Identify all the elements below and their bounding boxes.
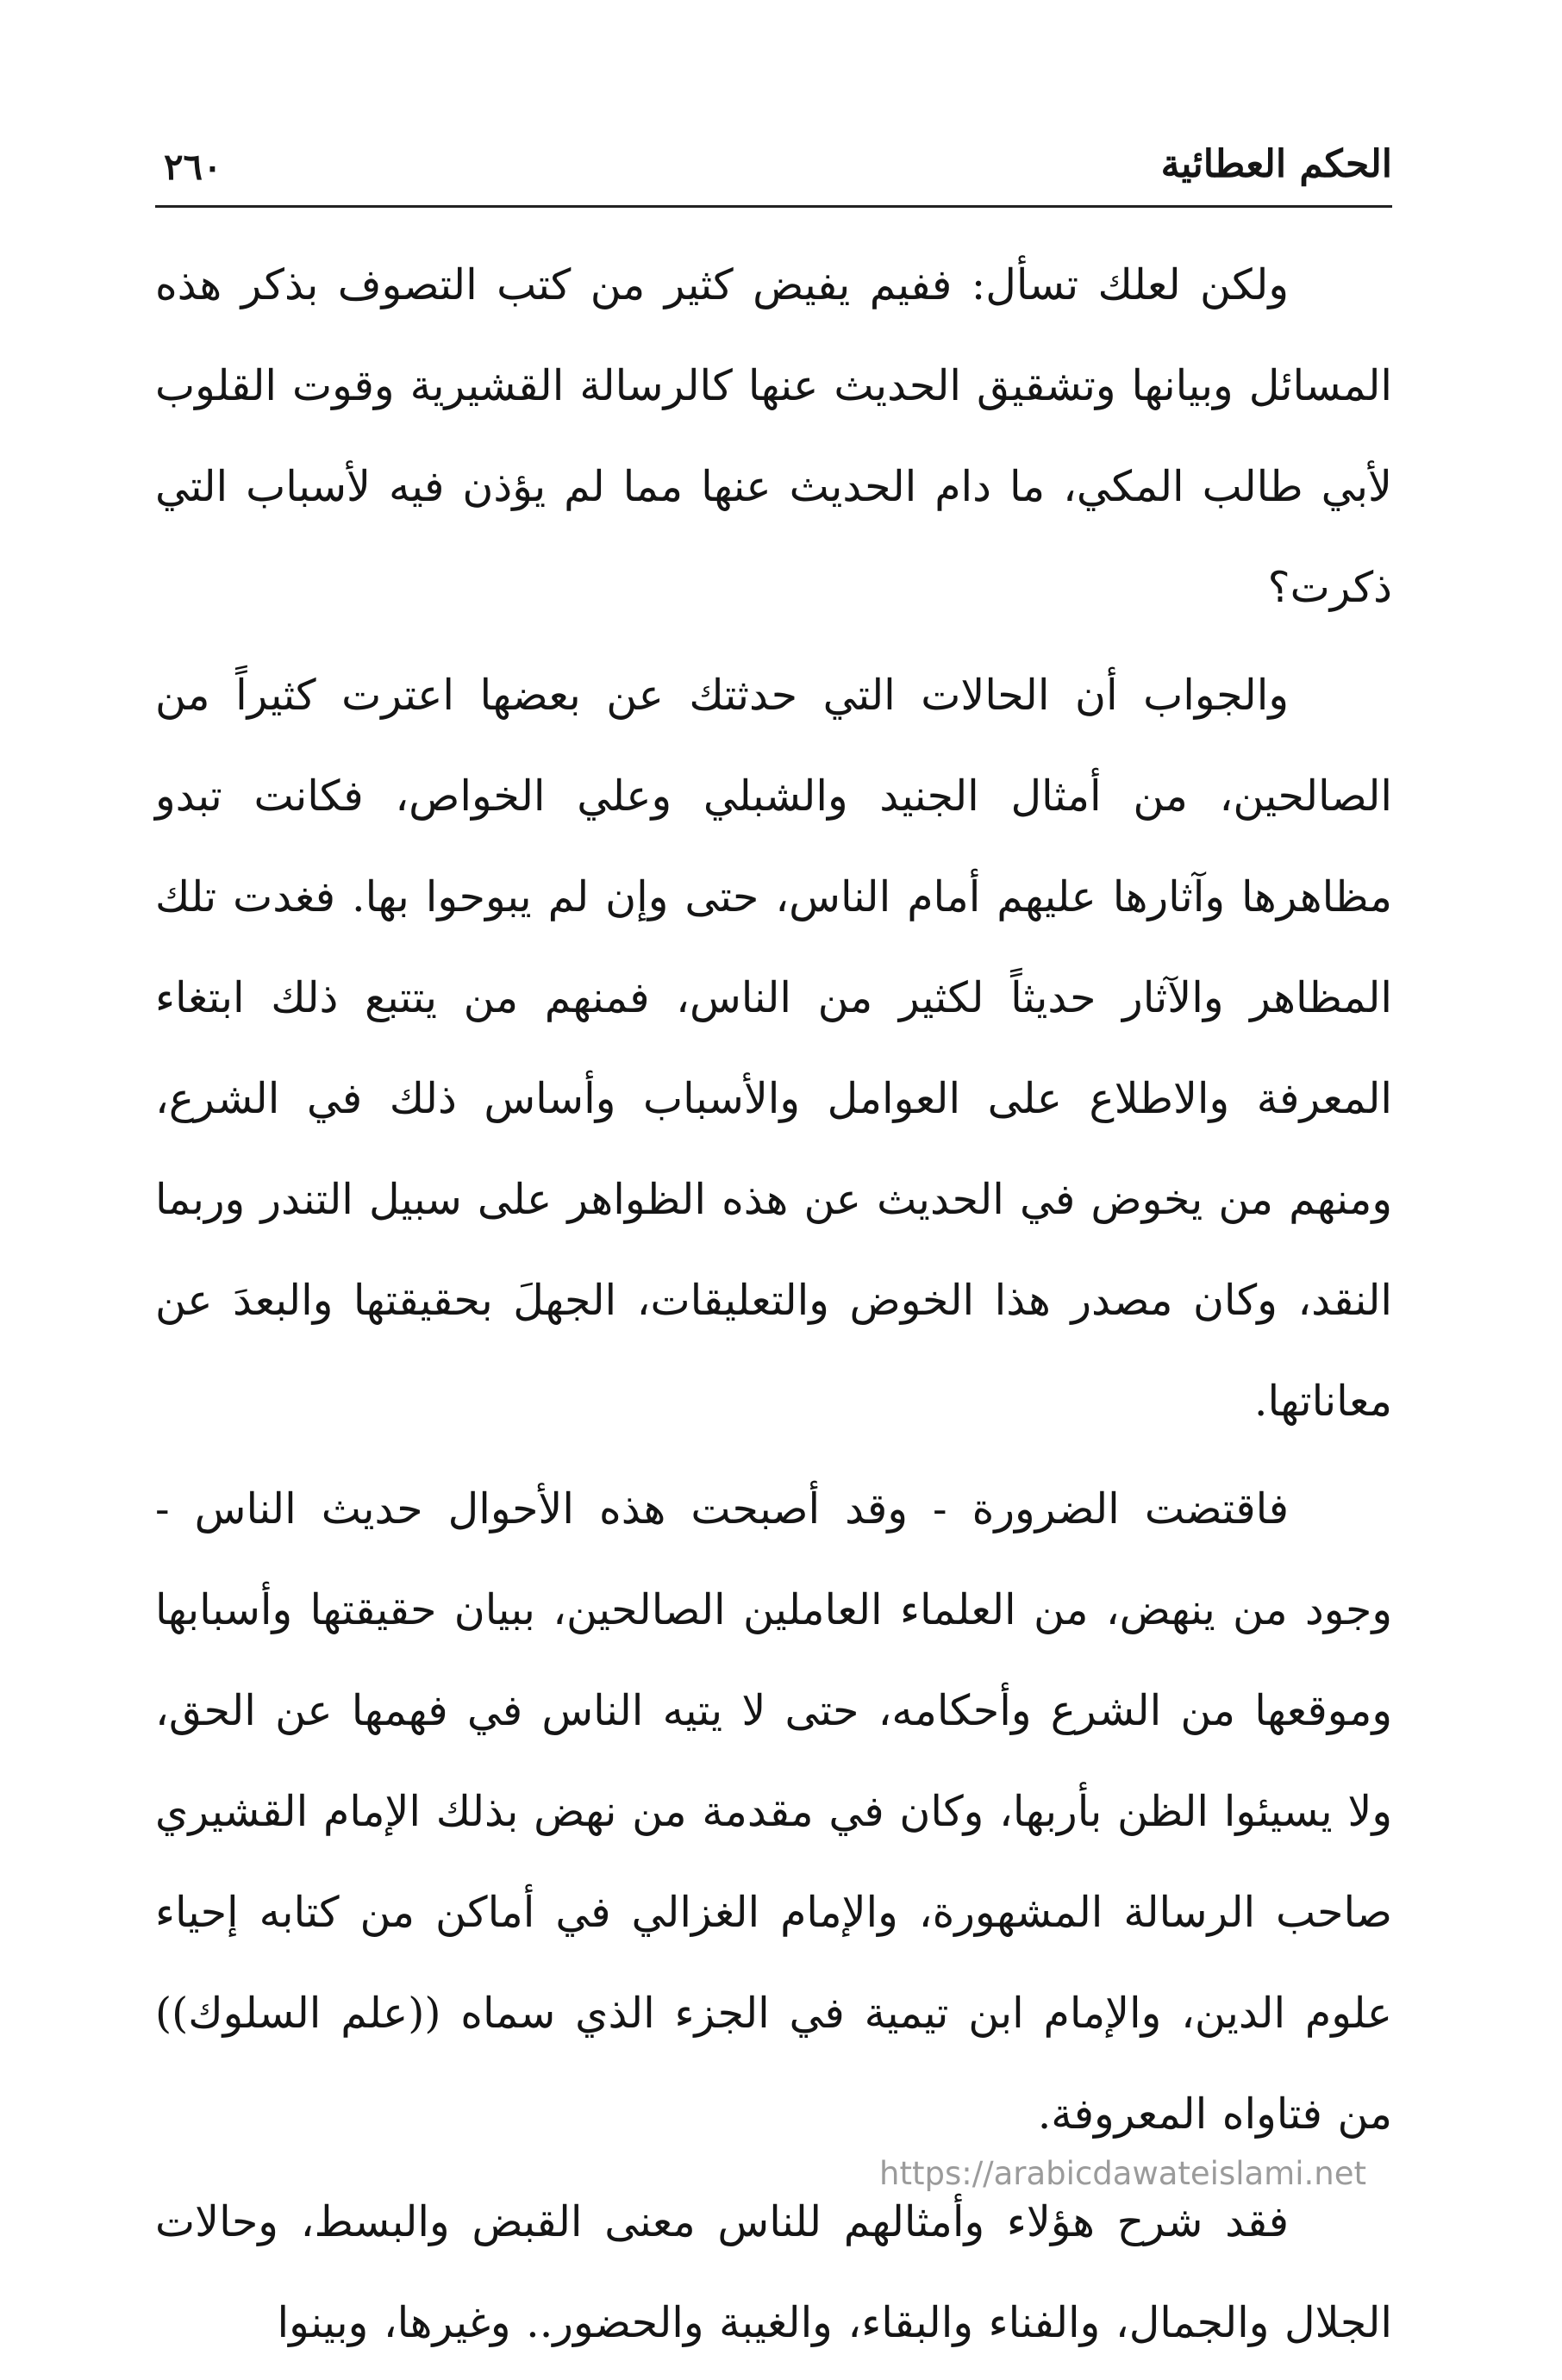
page-body bbox=[155, 234, 1392, 2380]
page-header bbox=[155, 142, 1392, 203]
paragraph-4: فقد شرح هؤلاء وأمثالهم للناس معنى القبض والبسط، وحالات الجلال والجمال، والفناء والبقاء، والغيبة والحضور.. وغيرها، وبينوا bbox=[155, 2197, 1392, 2347]
running-title: الحكم العطائية bbox=[1160, 142, 1392, 186]
header-divider bbox=[155, 205, 1392, 208]
source-watermark: https://arabicdawateislami.net bbox=[879, 2155, 1366, 2192]
page-number: ٢٦٠ bbox=[164, 146, 222, 188]
paragraph-3: فاقتضت الضرورة - وقد أصبحت هذه الأحوال حديث الناس - وجود من ينهض، من العلماء العاملين الصالحين، ببيان حقيقتها وأسبابها وموقعها من الشرع وأحكامه، حتى لا يتيه الناس في فهمها عن الحق، ولا يسيئوا الظن بأربها، وكان في مقدمة من نهض بذلك الإمام القشيري صاحب الرسالة المشهورة، والإمام الغزالي في أماكن من كتابه إحياء علوم الدين، والإمام ابن تيمية في الجزء الذي سماه ((علم السلوك)) من فتاواه المعروفة. bbox=[155, 1484, 1392, 2139]
paragraph-2: والجواب أن الحالات التي حدثتك عن بعضها اعترت كثيراً من الصالحين، من أمثال الجنيد والشبلي وعلي الخواص، فكانت تبدو مظاهرها وآثارها عليهم أمام الناس، حتى وإن لم يبوحوا بها. فغدت تلك المظاهر والآثار حديثاً لكثير من الناس، فمنهم من يتتبع ذلك ابتغاء المعرفة والاطلاع على العوامل والأسباب وأساس ذلك في الشرع، ومنهم من يخوض في الحديث عن هذه الظواهر على سبيل التندر وربما النقد، وكان مصدر هذا الخوض والتعليقات، الجهلَ بحقيقتها والبعدَ عن معاناتها. bbox=[155, 671, 1392, 1426]
paragraph-1: ولكن لعلك تسأل: ففيم يفيض كثير من كتب التصوف بذكر هذه المسائل وبيانها وتشقيق الحديث عنها كالرسالة القشيرية وقوت القلوب لأبي طالب المكي، ما دام الحديث عنها مما لم يؤذن فيه لأسباب التي ذكرت؟ bbox=[155, 260, 1392, 612]
